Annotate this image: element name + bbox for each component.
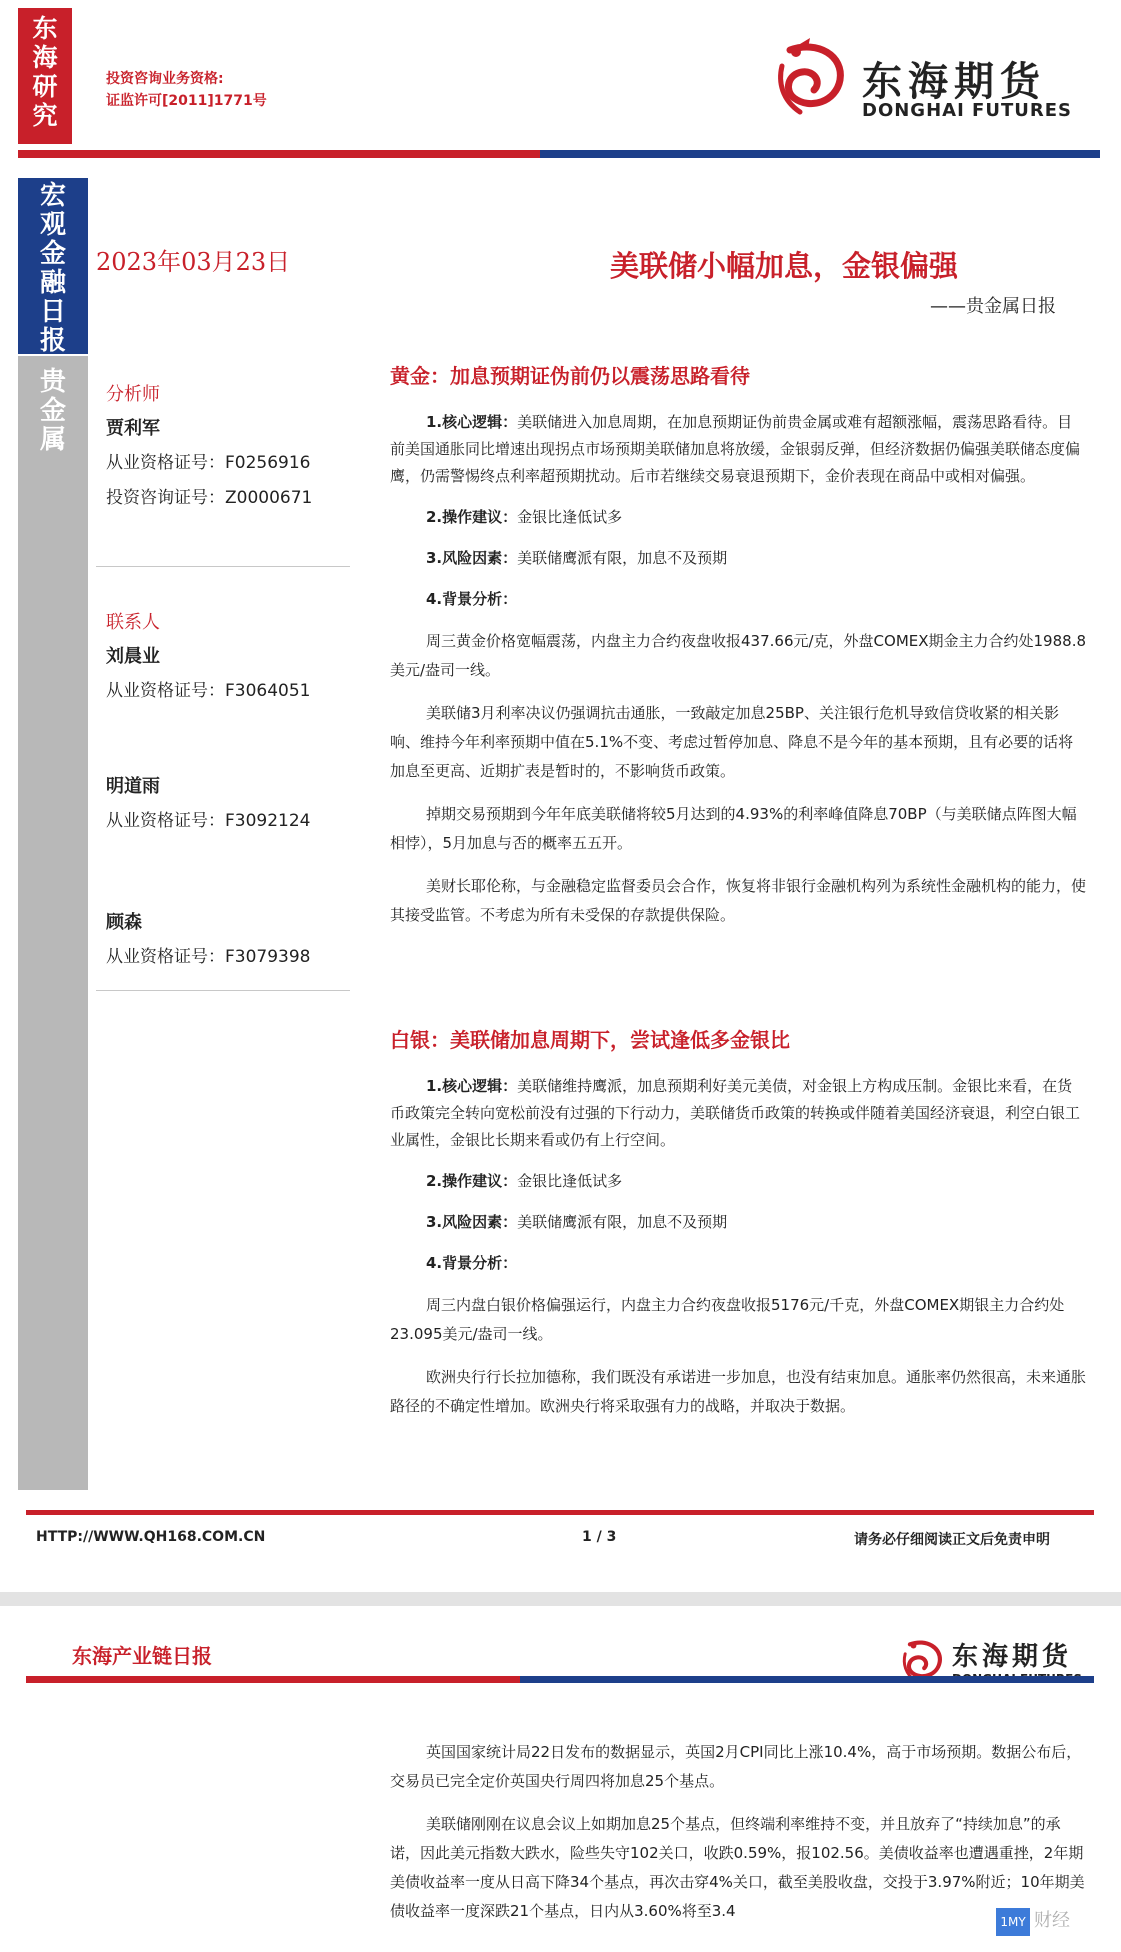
research-tag-char: 研 bbox=[32, 72, 58, 101]
gold-background bbox=[390, 586, 1086, 613]
donghai-logo-small bbox=[898, 1636, 1098, 1696]
sector-tag-char: 金 bbox=[39, 396, 66, 426]
sidebar-divider bbox=[96, 566, 350, 567]
point-label: 2.操作建议： bbox=[426, 508, 518, 526]
watermark-badge: 1MY bbox=[996, 1908, 1030, 1936]
point-text: 金银比逢低试多 bbox=[517, 508, 623, 526]
research-tag-char: 究 bbox=[32, 101, 58, 130]
gold-risk bbox=[390, 545, 1086, 572]
point-label: 4.背景分析： bbox=[426, 590, 518, 608]
category-tag-char: 观 bbox=[39, 210, 66, 240]
page2-title: 东海产业链日报 bbox=[72, 1644, 212, 1668]
website-link[interactable]: HTTP://WWW.QH168.COM.CN bbox=[36, 1529, 266, 1545]
license-line: 投资咨询业务资格: bbox=[106, 71, 224, 87]
point-label: 3.风险因素： bbox=[426, 1213, 518, 1231]
silver-section bbox=[390, 1024, 1086, 1435]
category-tag-char: 融 bbox=[39, 268, 66, 298]
point-label: 3.风险因素： bbox=[426, 549, 518, 567]
page2-body bbox=[390, 1738, 1086, 1940]
gold-bg-paragraph: 周三黄金价格宽幅震荡，内盘主力合约夜盘收报437.66元/克，外盘COMEX期金主力合约处1988.8美元/盎司一线。 bbox=[390, 632, 1087, 679]
category-tag-char: 日 bbox=[39, 297, 66, 327]
contact-block bbox=[106, 772, 366, 841]
contact-cert: 从业资格证号：F3064051 bbox=[106, 681, 311, 701]
point-text: 美联储进入加息周期，在加息预期证伪前贵金属或难有超额涨幅，震荡思路看待。目前美国通胀同比增速出现拐点市场预期美联储加息将放缓，金银弱反弹，但经济数据仍偏强美联储态度偏鹰，仍需警惕终点利率超预期扰动。后市若继续交易衰退预期下，金价表现在商品中或相对偏强。 bbox=[390, 413, 1081, 485]
silver-background bbox=[390, 1250, 1086, 1277]
contact-name: 刘晨业 bbox=[106, 646, 160, 667]
point-label: 2.操作建议： bbox=[426, 1172, 518, 1190]
point-text: 金银比逢低试多 bbox=[517, 1172, 623, 1190]
silver-risk bbox=[390, 1209, 1086, 1236]
report-date: 2023年03月23日 bbox=[96, 248, 291, 276]
point-label: 1.核心逻辑： bbox=[426, 413, 518, 431]
research-tag bbox=[18, 8, 72, 144]
silver-heading: 白银：美联储加息周期下，尝试逢低多金银比 bbox=[390, 1028, 790, 1052]
page2-stripe-blue bbox=[520, 1676, 1094, 1683]
page2-stripe-red bbox=[26, 1676, 546, 1683]
disclaimer-note: 请务必仔细阅读正文后免责申明 bbox=[854, 1532, 1050, 1548]
logo-chinese-text: 东海期货 bbox=[862, 59, 1046, 105]
gold-core-logic bbox=[390, 409, 1086, 490]
watermark-text: 财经 bbox=[1034, 1910, 1070, 1931]
page-number: 1 / 3 bbox=[582, 1529, 617, 1545]
contact-label: 联系人 bbox=[106, 612, 160, 633]
analyst-cert: 投资咨询证号：Z0000671 bbox=[106, 488, 313, 508]
gold-heading: 黄金：加息预期证伪前仍以震荡思路看待 bbox=[390, 364, 750, 388]
header-stripe-red bbox=[18, 150, 578, 158]
logo-chinese-text: 东海期货 bbox=[952, 1642, 1073, 1672]
category-tag bbox=[18, 178, 88, 354]
point-text: 美联储鹰派有限，加息不及预期 bbox=[517, 1213, 728, 1231]
silver-bg-paragraph: 欧洲央行行长拉加德称，我们既没有承诺进一步加息，也没有结束加息。通胀率仍然很高，未来通胀路径的不确定性增加。欧洲央行将采取强有力的战略，并取决于数据。 bbox=[390, 1368, 1087, 1415]
category-tag-char: 宏 bbox=[39, 181, 66, 211]
contact-cert: 从业资格证号：F3079398 bbox=[106, 947, 311, 967]
gold-bg-paragraph: 美联储3月利率决议仍强调抗击通胀，一致敲定加息25BP、关注银行危机导致信贷收紧的相关影响、维持今年利率预期中值在5.1%不变、考虑过暂停加息、降息不是今年的基本预期，且有必要的话将加息至更高、近期扩表是暂时的，不影响货币政策。 bbox=[390, 704, 1074, 780]
gold-bg-paragraph: 美财长耶伦称，与金融稳定监督委员会合作，恢复将非银行金融机构列为系统性金融机构的能力，使其接受监管。不考虑为所有未受保的存款提供保险。 bbox=[390, 877, 1087, 924]
sector-tag-char: 贵 bbox=[39, 367, 66, 397]
point-text: 美联储维持鹰派，加息预期利好美元美债，对金银上方构成压制。金银比来看，在货币政策完全转向宽松前没有过强的下行动力，美联储货币政策的转换或伴随着美国经济衰退，利空白银工业属性，金银比长期来看或仍有上行空间。 bbox=[390, 1077, 1081, 1149]
gold-section bbox=[390, 360, 1086, 944]
research-tag-char: 海 bbox=[32, 43, 58, 72]
sidebar-divider bbox=[96, 990, 350, 991]
dragon-emblem-icon bbox=[770, 36, 854, 120]
contact-cert: 从业资格证号：F3092124 bbox=[106, 811, 311, 831]
silver-bg-paragraph: 周三内盘白银价格偏强运行，内盘主力合约夜盘收报5176元/千克，外盘COMEX期银主力合约处23.095美元/盎司一线。 bbox=[390, 1296, 1065, 1343]
category-tag-char: 金 bbox=[39, 239, 66, 269]
page2-paragraph: 英国国家统计局22日发布的数据显示，英国2月CPI同比上涨10.4%，高于市场预期。数据公布后，交易员已完全定价英国央行周四将加息25个基点。 bbox=[390, 1743, 1082, 1790]
watermark bbox=[996, 1906, 1070, 1936]
silver-core-logic bbox=[390, 1073, 1086, 1154]
gold-bg-paragraph: 掉期交易预期到今年年底美联储将较5月达到的4.93%的利率峰值降息70BP（与美联储点阵图大幅相悖），5月加息与否的概率五五开。 bbox=[390, 805, 1077, 852]
analyst-label: 分析师 bbox=[106, 384, 160, 405]
report-subtitle: ——贵金属日报 bbox=[930, 296, 1056, 317]
research-tag-char: 东 bbox=[32, 14, 58, 43]
header-stripe-blue bbox=[540, 150, 1100, 158]
analyst-block bbox=[106, 380, 366, 518]
category-tag-char: 报 bbox=[39, 326, 66, 356]
page-gap bbox=[0, 1592, 1121, 1606]
donghai-logo bbox=[770, 36, 1090, 126]
contact-block bbox=[106, 608, 366, 711]
contact-name: 明道雨 bbox=[106, 776, 160, 797]
contact-name: 顾森 bbox=[106, 912, 142, 933]
point-text: 美联储鹰派有限，加息不及预期 bbox=[517, 549, 728, 567]
footer-rule bbox=[26, 1510, 1094, 1515]
point-label: 4.背景分析： bbox=[426, 1254, 518, 1272]
analyst-name: 贾利军 bbox=[106, 418, 160, 439]
page2-paragraph: 美联储刚刚在议息会议上如期加息25个基点，但终端利率维持不变，并且放弃了“持续加息”的承诺，因此美元指数大跌水，险些失守102关口，收跌0.59%，报102.56。美债收益率也遭遇重挫，2年期美债收益率一度从日高下降34个基点，再次击穿4%关口，截至美股收盘，交投于3.97%附近；10年期美债收益率一度深跌21个基点，日内从3.60%将至3.4 bbox=[390, 1815, 1085, 1920]
sector-tag bbox=[18, 356, 88, 1490]
license-line: 证监许可[2011]1771号 bbox=[106, 93, 267, 109]
logo-english-text: DONGHAI FUTURES bbox=[862, 100, 1072, 121]
gold-operation bbox=[390, 504, 1086, 531]
point-label: 1.核心逻辑： bbox=[426, 1077, 518, 1095]
sector-tag-char: 属 bbox=[39, 425, 66, 455]
silver-operation bbox=[390, 1168, 1086, 1195]
contact-block bbox=[106, 908, 366, 977]
license-info bbox=[106, 68, 267, 112]
report-title: 美联储小幅加息，金银偏强 bbox=[610, 249, 959, 283]
analyst-cert: 从业资格证号：F0256916 bbox=[106, 453, 311, 473]
